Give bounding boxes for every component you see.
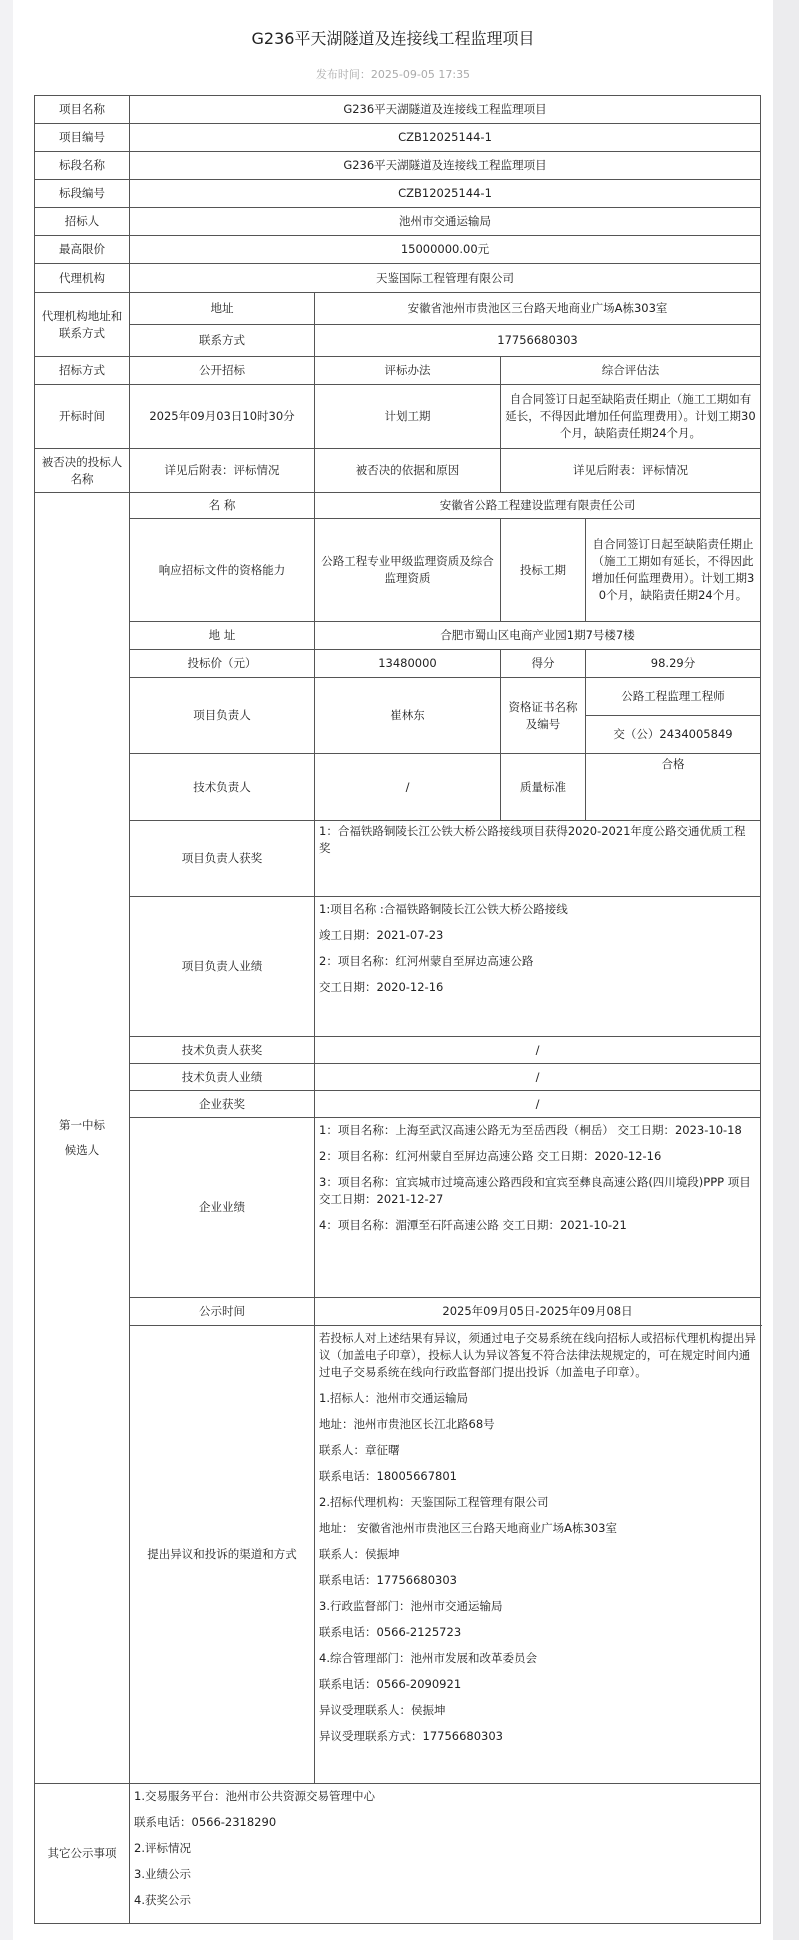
- agency-contact: 17756680303: [315, 325, 761, 357]
- other-line: 联系电话：0566-2318290: [134, 1815, 277, 1829]
- page-gutter: [773, 0, 799, 1940]
- table-row: [35, 519, 761, 622]
- document-page: [13, 0, 773, 1940]
- cert-label: 资格证书名称及编号: [501, 678, 586, 754]
- bid-period: 自合同签订日起至缺陷责任期止（施工工期如有延长，不得因此增加任何监理费用）。计划工期30个月，缺陷责任期24个月。: [586, 519, 761, 622]
- qual-label: 响应招标文件的资格能力: [130, 519, 315, 622]
- score: 98.29分: [586, 650, 761, 678]
- notice-period-label: 公示时间: [130, 1298, 315, 1326]
- objection-content: [315, 1326, 761, 1784]
- objection-label: 提出异议和投诉的渠道和方式: [130, 1326, 315, 1784]
- objection-line: 联系电话：18005667801: [319, 1469, 457, 1483]
- co-perf-line: 1：项目名称：上海至武汉高速公路无为至岳西段（桐岳） 交工日期：2023-10-18: [319, 1123, 742, 1137]
- rejected-label: 被否决的投标人名称: [35, 449, 130, 493]
- table-row: [35, 325, 761, 357]
- cert-no: 交（公）2434005849: [586, 716, 761, 754]
- objection-line: 异议受理联系方式：17756680303: [319, 1729, 503, 1743]
- objection-line: 联系人：侯振坤: [319, 1547, 400, 1561]
- table-row: [35, 449, 761, 493]
- other-line: 4.获奖公示: [134, 1893, 191, 1907]
- bid-price-label: 投标价（元）: [130, 650, 315, 678]
- pm-perf-line: 1:项目名称 :合福铁路铜陵长江公铁大桥公路接线: [319, 902, 568, 916]
- table-row: [35, 264, 761, 293]
- agency-contact-label: 代理机构地址和联系方式: [35, 293, 130, 357]
- cert-name: 公路工程监理工程师: [586, 678, 761, 716]
- table-row: [35, 1091, 761, 1118]
- project-name: G236平天湖隧道及连接线工程监理项目: [130, 96, 761, 124]
- plan-period-label: 计划工期: [315, 385, 501, 449]
- table-row: [35, 622, 761, 650]
- table-row: [35, 1118, 761, 1298]
- contact-label: 联系方式: [130, 325, 315, 357]
- table-row: [35, 180, 761, 208]
- objection-line: 3.行政监督部门：池州市交通运输局: [319, 1599, 503, 1613]
- table-row: [35, 678, 761, 716]
- table-row: [35, 1064, 761, 1091]
- tech-award-label: 技术负责人获奖: [130, 1037, 315, 1064]
- table-row: [35, 385, 761, 449]
- table-row: [35, 152, 761, 180]
- tech-award: /: [315, 1037, 761, 1064]
- candidate-label-line2: 候选人: [64, 1143, 100, 1157]
- other-line: 2.评标情况: [134, 1841, 191, 1855]
- section-name-label: 标段名称: [35, 152, 130, 180]
- other-line: 1.交易服务平台：池州市公共资源交易管理中心: [134, 1789, 375, 1803]
- table-row: [35, 493, 761, 519]
- pm-label: 项目负责人: [130, 678, 315, 754]
- pm-perf-line: 竣工日期：2021-07-23: [319, 928, 444, 942]
- table-row: [35, 1298, 761, 1326]
- objection-line: 2.招标代理机构：天鉴国际工程管理有限公司: [319, 1495, 549, 1509]
- rejected: 详见后附表：评标情况: [130, 449, 315, 493]
- project-name-label: 项目名称: [35, 96, 130, 124]
- objection-line: 1.招标人：池州市交通运输局: [319, 1391, 468, 1405]
- tech-perf-label: 技术负责人业绩: [130, 1064, 315, 1091]
- candidate-label-line1: 第一中标: [59, 1118, 105, 1132]
- pm: 崔林东: [315, 678, 501, 754]
- pm-award: 1：合福铁路铜陵长江公铁大桥公路接线项目获得2020-2021年度公路交通优质工程奖: [315, 821, 761, 897]
- rejected-reason-label: 被否决的依据和原因: [315, 449, 501, 493]
- open-time-label: 开标时间: [35, 385, 130, 449]
- eval-method: 综合评估法: [501, 357, 761, 385]
- eval-method-label: 评标办法: [315, 357, 501, 385]
- objection-line: 异议受理联系人：侯振坤: [319, 1703, 446, 1717]
- quality-label: 质量标准: [501, 754, 586, 821]
- section-name: G236平天湖隧道及连接线工程监理项目: [130, 152, 761, 180]
- notice-period: 2025年09月05日-2025年09月08日: [315, 1298, 761, 1326]
- candidate-addr: 合肥市蜀山区电商产业园1期7号楼7楼: [315, 622, 761, 650]
- objection-line: 4.综合管理部门：池州市发展和改革委员会: [319, 1651, 537, 1665]
- max-price-label: 最高限价: [35, 236, 130, 264]
- method: 公开招标: [130, 357, 315, 385]
- plan-period: 自合同签订日起至缺陷责任期止（施工工期如有延长，不得因此增加任何监理费用）。计划工期30个月，缺陷责任期24个月。: [501, 385, 761, 449]
- objection-line: 地址：池州市贵池区长江北路68号: [319, 1417, 495, 1431]
- pm-award-label: 项目负责人获奖: [130, 821, 315, 897]
- other-line: 3.业绩公示: [134, 1867, 191, 1881]
- page-title: G236平天湖隧道及连接线工程监理项目: [251, 29, 535, 48]
- agency-address: 安徽省池州市贵池区三台路天地商业广场A栋303室: [315, 293, 761, 325]
- table-row: [35, 236, 761, 264]
- table-row: [35, 124, 761, 152]
- co-award-label: 企业获奖: [130, 1091, 315, 1118]
- objection-line: 若投标人对上述结果有异议，须通过电子交易系统在线向招标人或招标代理机构提出异议（加盖电子印章），投标人认为异议答复不符合法律法规规定的，可在规定时间内通过电子交易系统在线向行政监督部门提出投诉（加盖电子印章）。: [319, 1331, 756, 1379]
- max-price: 15000000.00元: [130, 236, 761, 264]
- pm-perf-line: 2：项目名称：红河州蒙自至屏边高速公路: [319, 954, 534, 968]
- objection-line: 联系电话：0566-2125723: [319, 1625, 462, 1639]
- table-row: [35, 293, 761, 325]
- candidate-addr-label: 地 址: [130, 622, 315, 650]
- tech-label: 技术负责人: [130, 754, 315, 821]
- method-label: 招标方式: [35, 357, 130, 385]
- publish-time: 发布时间：2025-09-05 17:35: [315, 68, 471, 81]
- co-perf-line: 4：项目名称：湄潭至石阡高速公路 交工日期：2021-10-21: [319, 1218, 627, 1232]
- agency-label: 代理机构: [35, 264, 130, 293]
- co-perf-line: 3：项目名称：宜宾城市过境高速公路西段和宜宾至彝良高速公路(四川境段)PPP 项目交工日期：2021-12-27: [319, 1175, 751, 1206]
- objection-line: 联系电话：17756680303: [319, 1573, 457, 1587]
- table-row: [35, 821, 761, 897]
- pm-perf-label: 项目负责人业绩: [130, 897, 315, 1037]
- candidate-name: 安徽省公路工程建设监理有限责任公司: [315, 493, 761, 519]
- other-content: [130, 1784, 761, 1924]
- qual: 公路工程专业甲级监理资质及综合监理资质: [315, 519, 501, 622]
- pm-perf-line: 交工日期：2020-12-16: [319, 980, 444, 994]
- bid-period-label: 投标工期: [501, 519, 586, 622]
- project-no-label: 项目编号: [35, 124, 130, 152]
- table-row: [35, 96, 761, 124]
- co-award: /: [315, 1091, 761, 1118]
- open-time: 2025年09月03日10时30分: [130, 385, 315, 449]
- other-label: 其它公示事项: [35, 1784, 130, 1924]
- candidate-label: [35, 493, 130, 1784]
- tenderer-label: 招标人: [35, 208, 130, 236]
- tech-perf: /: [315, 1064, 761, 1091]
- bid-result-table: [34, 95, 761, 1924]
- bid-price: 13480000: [315, 650, 501, 678]
- table-row: [35, 1784, 761, 1924]
- address-label: 地址: [130, 293, 315, 325]
- co-perf-label: 企业业绩: [130, 1118, 315, 1298]
- rejected-reason: 详见后附表：评标情况: [501, 449, 761, 493]
- table-row: [35, 1037, 761, 1064]
- section-no-label: 标段编号: [35, 180, 130, 208]
- table-row: [35, 754, 761, 821]
- table-row: [35, 1326, 761, 1784]
- candidate-name-label: 名 称: [130, 493, 315, 519]
- objection-line: 联系人：章征曙: [319, 1443, 400, 1457]
- table-row: [35, 357, 761, 385]
- score-label: 得分: [501, 650, 586, 678]
- table-row: [35, 208, 761, 236]
- objection-line: 联系电话：0566-2090921: [319, 1677, 462, 1691]
- table-row: [35, 897, 761, 1037]
- tech: /: [315, 754, 501, 821]
- quality: 合格: [586, 754, 761, 821]
- tenderer: 池州市交通运输局: [130, 208, 761, 236]
- objection-line: 地址： 安徽省池州市贵池区三台路天地商业广场A栋303室: [319, 1521, 617, 1535]
- table-row: [35, 650, 761, 678]
- pm-perf: [315, 897, 761, 1037]
- section-no: CZB12025144-1: [130, 180, 761, 208]
- project-no: CZB12025144-1: [130, 124, 761, 152]
- co-perf: [315, 1118, 761, 1298]
- co-perf-line: 2：项目名称：红河州蒙自至屏边高速公路 交工日期：2020-12-16: [319, 1149, 662, 1163]
- agency: 天鉴国际工程管理有限公司: [130, 264, 761, 293]
